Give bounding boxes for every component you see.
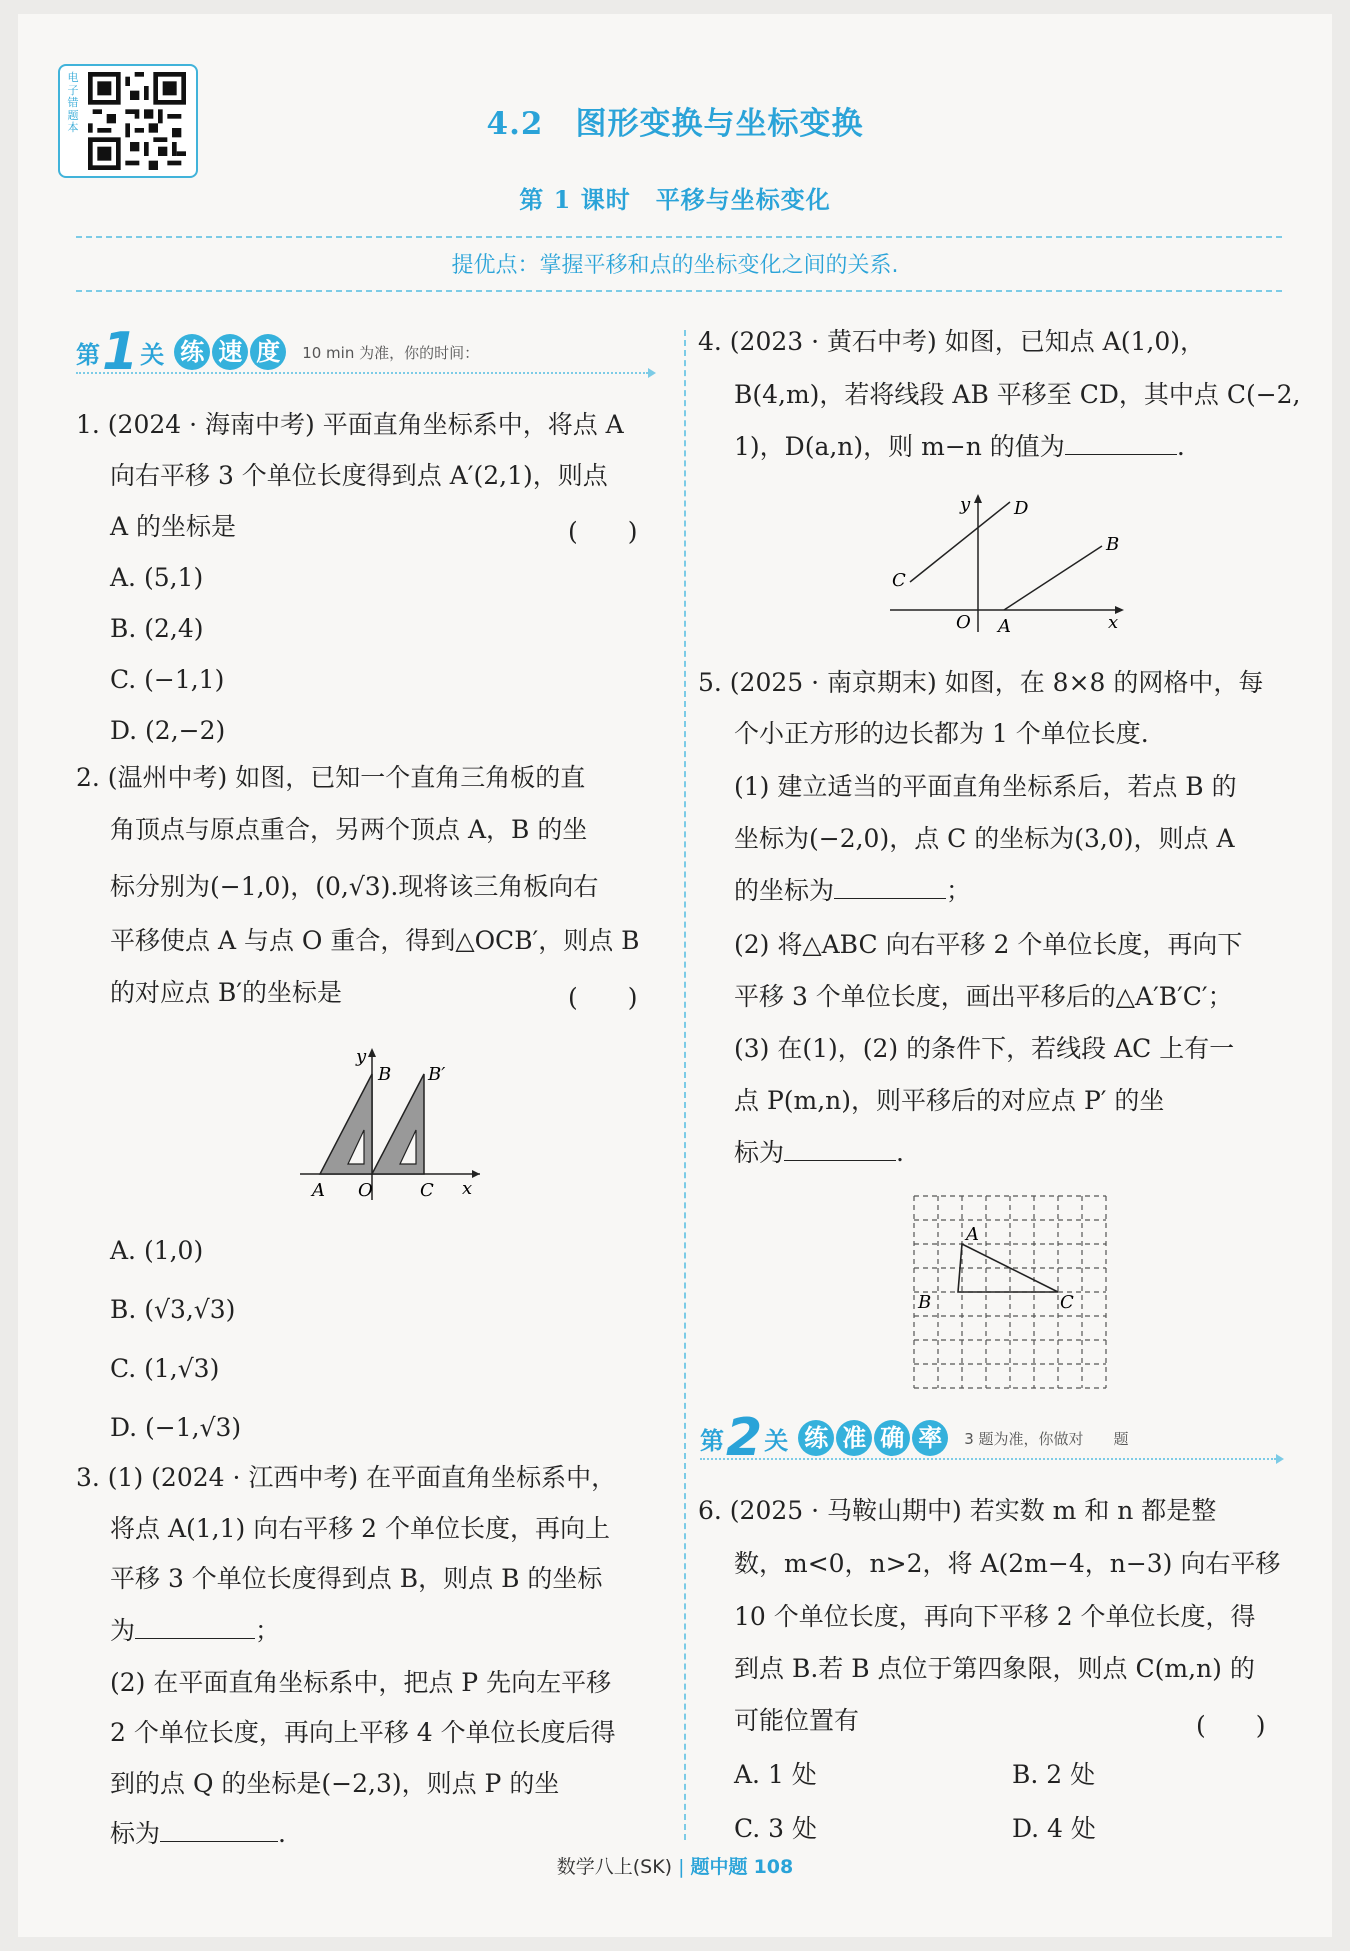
qr-label: 电子错题本 <box>67 71 79 134</box>
q3-blank-line <box>110 1819 286 1849</box>
label-A: A <box>312 1180 325 1201</box>
q6-option-c[interactable]: C. 3 处 <box>734 1814 817 1843</box>
q6-line: 数，m<0，n>2，将 A(2m−4，n−3) 向右平移 <box>734 1549 1281 1578</box>
section-title: 4.2 图形变换与坐标变换 <box>486 106 864 142</box>
column-divider <box>684 330 686 1840</box>
page-sheet <box>18 14 1332 1937</box>
segment-AB <box>1004 546 1102 610</box>
label-x: x <box>1108 612 1119 633</box>
y-axis-arrow-icon <box>368 1048 376 1057</box>
q4-period: . <box>1176 432 1185 461</box>
q2-option-b[interactable]: B. (√3,√3) <box>110 1295 236 1324</box>
q1-option-c[interactable]: C. (−1,1) <box>110 665 225 694</box>
q2-option-a[interactable]: A. (1,0) <box>110 1236 204 1265</box>
label-C: C <box>1060 1292 1074 1313</box>
q5-line: 5. (2025 · 南京期末) 如图，在 8×8 的网格中，每 <box>698 668 1264 697</box>
q3-line: 标为 <box>110 1819 161 1848</box>
q4-line: B(4,m)，若将线段 AB 平移至 CD，其中点 C(−2, <box>734 380 1301 409</box>
level-note: 10 min 为准，你的时间： <box>302 343 480 362</box>
q6-line: 10 个单位长度，再向下平移 2 个单位长度，得 <box>734 1602 1256 1631</box>
q5-blank-line <box>734 1138 904 1168</box>
label-Bprime: B′ <box>428 1064 446 1085</box>
label-A: A <box>998 616 1011 636</box>
q6-option-b[interactable]: B. 2 处 <box>1012 1760 1096 1789</box>
q4-figure <box>880 486 1130 636</box>
q2-line: 标分别为(−1,0)，(0,√3).现将该三角板向右 <box>110 872 599 901</box>
q3-blank-line <box>110 1616 280 1646</box>
q6-line: 到点 B.若 B 点位于第四象限，则点 C(m,n) 的 <box>734 1654 1255 1683</box>
q1-line: 向右平移 3 个单位长度得到点 A′(2,1)，则点 <box>110 461 608 490</box>
badge-char: 准 <box>836 1420 872 1456</box>
q2-line: 2. (温州中考) 如图，已知一个直角三角板的直 <box>76 763 586 792</box>
q6-option-d[interactable]: D. 4 处 <box>1012 1814 1096 1843</box>
q2-option-c[interactable]: C. (1,√3) <box>110 1354 220 1383</box>
level-note: 3 题为准，你做对 题 <box>964 1429 1129 1448</box>
label-C: C <box>892 570 906 591</box>
level-badge <box>798 1420 948 1456</box>
page-footer <box>0 1852 1350 1879</box>
q4-line: 4. (2023 · 黄石中考) 如图，已知点 A(1,0)， <box>698 327 1205 356</box>
q5-line: 个小正方形的边长都为 1 个单位长度. <box>734 719 1149 748</box>
q6-answer-paren[interactable]: ( ) <box>1196 1711 1266 1740</box>
q5-line: 点 P(m,n)，则平移后的对应点 P′ 的坐 <box>734 1086 1165 1115</box>
label-O: O <box>956 612 971 633</box>
footer-book: 数学八上(SK) <box>556 1856 673 1878</box>
q3-line: 3. (1) (2024 · 江西中考) 在平面直角坐标系中， <box>76 1463 617 1492</box>
y-axis-arrow-icon <box>974 494 982 503</box>
label-B: B <box>1106 534 1120 555</box>
q6-line: 6. (2025 · 马鞍山期中) 若实数 m 和 n 都是整 <box>698 1496 1217 1525</box>
label-A: A <box>966 1224 979 1245</box>
level-suffix: 关 <box>764 1426 789 1455</box>
q1-line: 1. (2024 · 海南中考) 平面直角坐标系中，将点 A <box>76 410 624 439</box>
level-1-banner <box>76 322 480 382</box>
level-prefix: 第 <box>700 1426 724 1455</box>
q3-line: 为 <box>110 1616 136 1645</box>
level-number: 1 <box>102 322 139 382</box>
arrow-right-icon <box>1276 1454 1284 1464</box>
q5-line: (1) 建立适当的平面直角坐标系后，若点 B 的 <box>734 772 1237 801</box>
q1-option-a[interactable]: A. (5,1) <box>110 563 204 592</box>
divider-tip <box>76 290 1282 292</box>
q6-option-a[interactable]: A. 1 处 <box>734 1760 817 1789</box>
q5-blank-1[interactable] <box>834 876 946 899</box>
footer-separator: | <box>678 1856 685 1878</box>
badge-char: 率 <box>912 1420 948 1456</box>
q3-semicolon: ； <box>255 1616 281 1645</box>
label-y: y <box>960 494 971 515</box>
q5-line: 平移 3 个单位长度，画出平移后的△A′B′C′； <box>734 982 1233 1011</box>
arrow-right-icon <box>648 368 656 378</box>
badge-char: 确 <box>874 1420 910 1456</box>
q2-line: 的对应点 B′的坐标是 <box>110 978 342 1007</box>
q6-line: 可能位置有 <box>734 1706 860 1735</box>
q3-period: . <box>278 1819 286 1848</box>
q5-blank-line <box>734 876 971 906</box>
q5-line: (2) 将△ABC 向右平移 2 个单位长度，再向下 <box>734 930 1243 959</box>
q1-line: A 的坐标是 <box>110 512 237 541</box>
q4-blank[interactable] <box>1065 432 1177 455</box>
q1-option-d[interactable]: D. (2,−2) <box>110 716 226 745</box>
q5-blank-2[interactable] <box>784 1138 896 1161</box>
q1-option-b[interactable]: B. (2,4) <box>110 614 204 643</box>
q4-blank-line <box>734 432 1185 462</box>
badge-char: 度 <box>250 334 286 370</box>
badge-char: 速 <box>212 334 248 370</box>
q5-line: 标为 <box>734 1138 785 1167</box>
q5-line: (3) 在(1)，(2) 的条件下，若线段 AC 上有一 <box>734 1034 1235 1063</box>
q3-line: 平移 3 个单位长度得到点 B，则点 B 的坐标 <box>110 1564 603 1593</box>
q5-grid-figure[interactable] <box>910 1192 1110 1392</box>
x-axis-arrow-icon <box>472 1170 480 1178</box>
q2-line: 角顶点与原点重合，另两个顶点 A，B 的坐 <box>110 815 588 844</box>
q2-option-d[interactable]: D. (−1,√3) <box>110 1413 242 1442</box>
q5-semicolon: ； <box>946 876 972 905</box>
level-number: 2 <box>726 1408 763 1468</box>
label-C: C <box>420 1180 434 1201</box>
label-x: x <box>462 1178 473 1199</box>
level-1-arrow-line <box>76 372 648 374</box>
badge-char: 练 <box>798 1420 834 1456</box>
q3-line: 到的点 Q 的坐标是(−2,3)，则点 P 的坐 <box>110 1769 560 1798</box>
label-B: B <box>918 1292 932 1313</box>
q3-line: 将点 A(1,1) 向右平移 2 个单位长度，再向上 <box>110 1514 611 1543</box>
page-number: 108 <box>753 1856 794 1878</box>
q2-answer-paren[interactable]: ( ) <box>568 983 638 1012</box>
label-y: y <box>356 1046 367 1067</box>
level-suffix: 关 <box>140 340 165 369</box>
level-2-arrow-line <box>700 1458 1276 1460</box>
footer-brand: 题中题 <box>690 1856 748 1878</box>
q5-period: . <box>896 1138 904 1167</box>
level-badge <box>174 334 286 370</box>
label-O: O <box>358 1180 373 1201</box>
label-B: B <box>378 1064 392 1085</box>
q2-line: 平移使点 A 与点 O 重合，得到△OCB′，则点 B <box>110 926 640 955</box>
q3-blank-2[interactable] <box>160 1819 278 1842</box>
q5-line: 的坐标为 <box>734 876 835 905</box>
lesson-title: 第 1 课时 平移与坐标变化 <box>519 185 831 214</box>
q4-line: 1)，D(a,n)，则 m−n 的值为 <box>734 432 1065 461</box>
q1-answer-paren[interactable]: ( ) <box>568 517 638 546</box>
tip-line: 提优点：掌握平移和点的坐标变化之间的关系. <box>451 253 899 278</box>
q2-figure <box>290 1040 490 1210</box>
q3-line: 2 个单位长度，再向上平移 4 个单位长度后得 <box>110 1718 616 1747</box>
label-D: D <box>1014 498 1029 519</box>
level-prefix: 第 <box>76 340 100 369</box>
q3-blank-1[interactable] <box>135 1616 255 1639</box>
badge-char: 练 <box>174 334 210 370</box>
divider-top <box>76 236 1282 238</box>
level-2-banner <box>700 1408 1129 1468</box>
q3-line: (2) 在平面直角坐标系中，把点 P 先向左平移 <box>110 1668 612 1697</box>
q5-line: 坐标为(−2,0)，点 C 的坐标为(3,0)，则点 A <box>734 824 1235 853</box>
